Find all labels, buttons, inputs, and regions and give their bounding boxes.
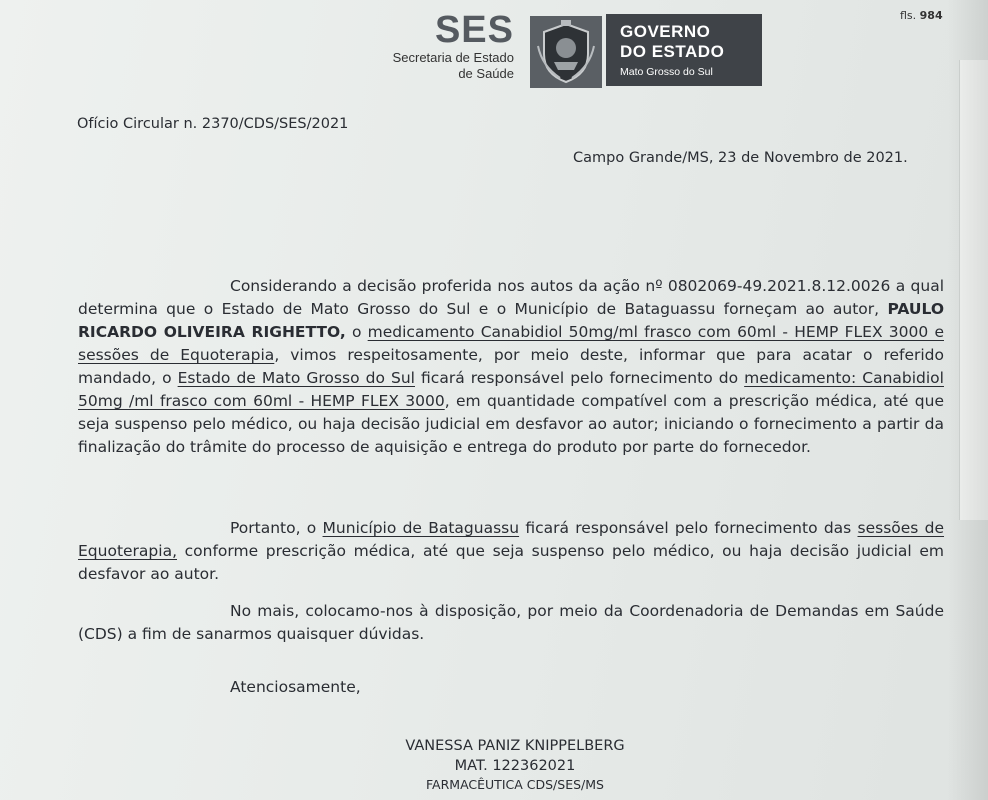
ses-line1: Secretaria de Estado <box>392 50 514 65</box>
closing: Atenciosamente, <box>230 678 361 696</box>
state-government-logo <box>606 14 762 86</box>
gov-line2: DO ESTADO <box>620 42 725 61</box>
p1-text-d: ficará responsável pelo fornecimento do <box>414 369 745 387</box>
p2-underline-sessions: sessões de Equoterapia, <box>78 519 945 560</box>
paragraph-municipality <box>78 517 944 586</box>
plaintiff-name: PAULO RICARDO OLIVEIRA RIGHETTO, <box>78 300 944 341</box>
gov-line3: Mato Grosso do Sul <box>620 66 713 78</box>
page-ref-number: 984 <box>919 9 943 22</box>
signature-block <box>360 736 670 794</box>
gov-line1: GOVERNO <box>620 22 711 41</box>
signer-registration: MAT. 122362021 <box>454 758 576 774</box>
p2-underline-municipality: Município de Bataguassu <box>322 519 520 537</box>
ses-logo: SES <box>434 9 514 51</box>
place-date: Campo Grande/MS, 23 de Novembro de 2021. <box>573 150 908 166</box>
ses-header <box>356 10 514 82</box>
p1-text-a: Considerando a decisão proferida nos autos da ação nº 0802069-49.2021.8.12.0026 a qual determina que o Estado de Mato Grosso do Sul e o Município de Bataguassu forneçam ao autor, <box>78 277 944 318</box>
p2-text-a: Portanto, o <box>230 519 323 537</box>
signer-role: FARMACÊUTICA CDS/SES/MS <box>426 777 604 792</box>
p1-text-b: o <box>345 323 368 341</box>
p1-underline-medication: medicamento Canabidiol 50mg/ml frasco com 60ml - HEMP FLEX 3000 e sessões de Equoterapia <box>78 323 944 364</box>
side-authentication-stamp <box>959 60 988 520</box>
p3-text: No mais, colocamo-nos à disposição, por meio da Coordenadoria de Demandas em Saúde (CDS) a fim de sanarmos quaisquer dúvidas. <box>78 602 944 643</box>
page-ref-label: fls. <box>900 9 917 22</box>
paragraph-decision <box>78 275 944 459</box>
p2-text-c: conforme prescrição médica, até que seja suspenso pelo médico, ou haja decisão judicial em desfavor ao autor. <box>78 542 944 583</box>
p1-underline-state: Estado de Mato Grosso do Sul <box>177 369 415 387</box>
p1-text-e: , em quantidade compatível com a prescrição médica, até que seja suspenso pelo médico, ou haja decisão judicial em desfavor ao autor; iniciando o fornecimento a partir da finalização do trâmite do processo de aquisição e entrega do produto por parte do fornecedor. <box>78 392 944 456</box>
page-reference <box>900 9 943 22</box>
ses-line2: de Saúde <box>458 66 514 81</box>
p1-text-c: , vimos respeitosamente, por meio deste, informar que para acatar o referido mandado, o <box>78 346 945 387</box>
state-coat-of-arms-icon <box>530 16 602 88</box>
p2-text-b: ficará responsável pelo fornecimento das <box>519 519 858 537</box>
signer-name: VANESSA PANIZ KNIPPELBERG <box>405 738 625 754</box>
p1-underline-medication-2: medicamento: Canabidiol 50mg /ml frasco com 60ml - HEMP FLEX 3000 <box>78 369 944 410</box>
letter-reference: Ofício Circular n. 2370/CDS/SES/2021 <box>77 116 349 132</box>
paragraph-availability <box>78 600 944 646</box>
